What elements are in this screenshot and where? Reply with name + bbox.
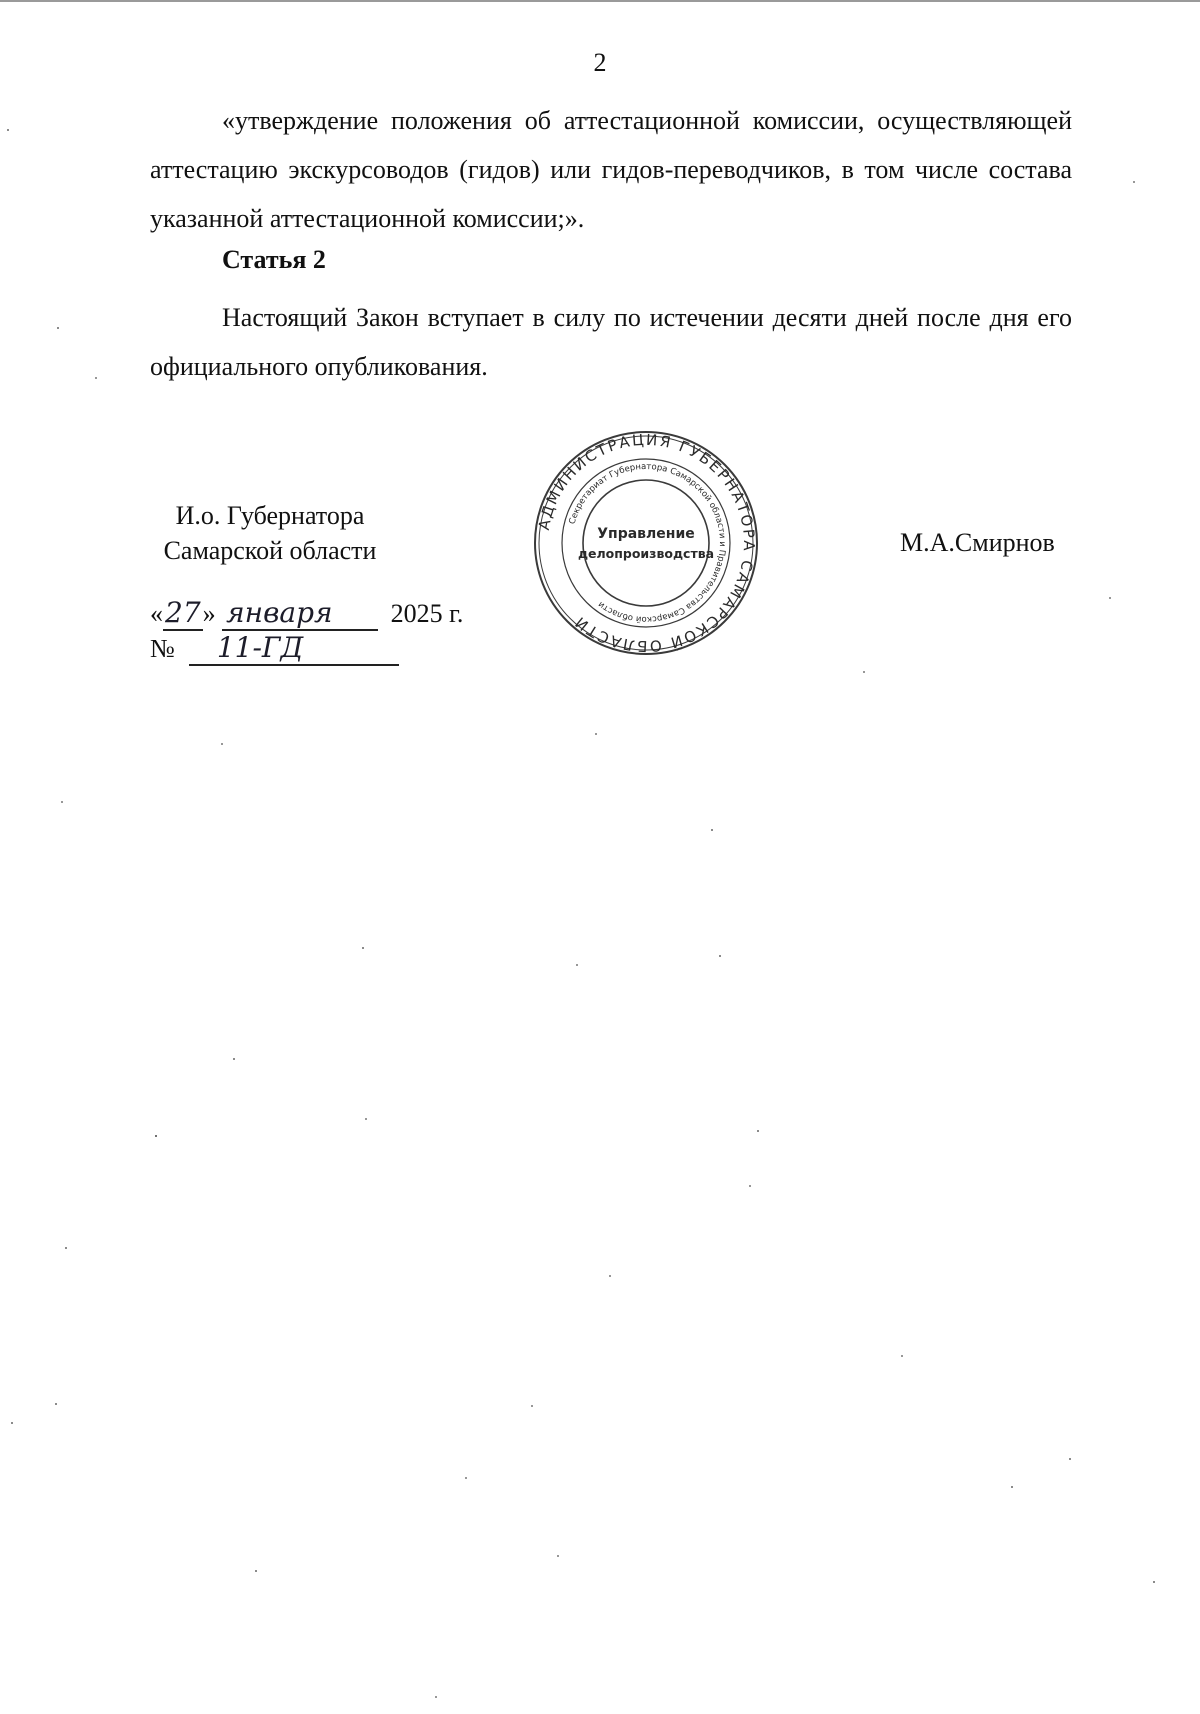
handwritten-month: января [222, 596, 378, 631]
handwritten-day: 27 [165, 596, 201, 629]
stamp-inner-ring-text: Секретариат Губернатора Самарской области и Правительства Самарской области [567, 461, 728, 625]
article-2-text: Настоящий Закон вступает в силу по истечении десяти дней после дня его официального опубликования. [150, 303, 1072, 381]
amendment-text: «утверждение положения об аттестационной комиссии, осуществляющей аттестацию экскурсоводов (гидов) или гидов-переводчиков, в том числе состава указанной аттестационной комиссии;». [150, 106, 1072, 233]
signatory-title-line-2: Самарской области [163, 536, 377, 565]
date-close-quote: » [202, 599, 216, 628]
stamp-outer-text: АДМИНИСТРАЦИЯ ГУБЕРНАТОРА САМАРСКОЙ ОБЛАСТИ [534, 430, 759, 656]
page-number: 2 [593, 48, 607, 77]
signatory-name: М.А.Смирнов [900, 528, 1055, 557]
handwritten-law-number: 11-ГД [189, 631, 399, 666]
signatory-title-line-1: И.о. Губернатора [175, 501, 365, 530]
stamp-center-line-1: Управление [597, 526, 695, 542]
article-heading: Статья 2 [222, 245, 326, 274]
date-open-quote: « [150, 599, 163, 628]
number-sign: № [150, 634, 175, 663]
date-year: 2025 г. [390, 599, 464, 628]
stamp-center-line-2: делопроизводства [577, 546, 715, 561]
